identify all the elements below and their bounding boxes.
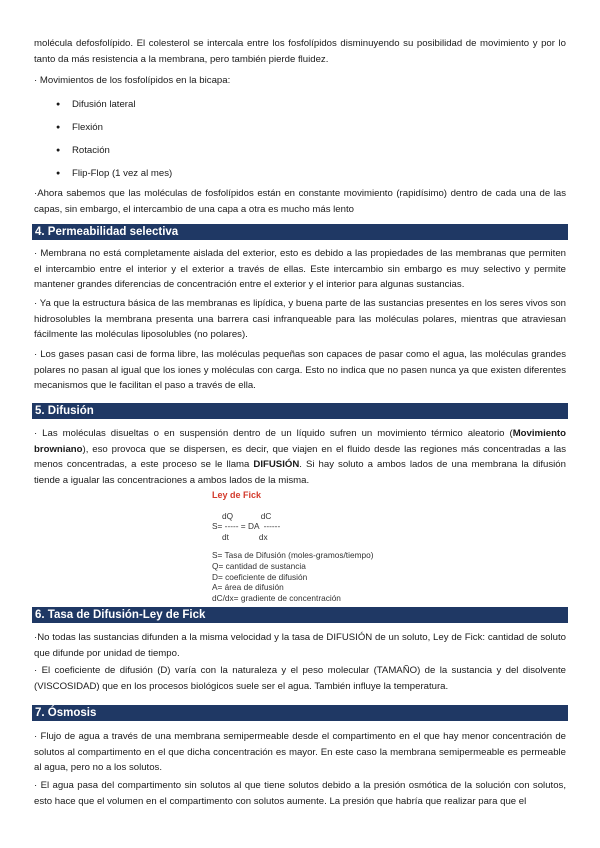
paragraph-movements-intro: · Movimientos de los fosfolípidos en la bicapa: — [34, 75, 231, 86]
movements-list — [56, 97, 536, 189]
fick-eq-den: dt dx — [222, 531, 268, 542]
list-item: ● Difusión lateral — [56, 97, 536, 120]
paragraph-permeability-3: · Los gases pasan casi de forma libre, las moléculas pequeñas son capaces de pasar como el agua, las moléculas grandes polares no pasan al igual que los iones y moléculas con carga. Esto no indica que no pasen nunca ya que existen diferentes mecanismos que le facilitan el paso a través de ella. — [34, 349, 566, 391]
paragraph-osmosis-2: · El agua pasa del compartimento sin solutos al que tiene solutos debido a la presión osmótica de la solución con solutos, esto hace que el volumen en el compartimento con solutos aumente. La presión que habría que realizar para que el — [34, 780, 566, 807]
fick-legend-d: D= coeficiente de difusión — [212, 571, 308, 582]
fick-legend-gradient: dC/dx= gradiente de concentración — [212, 592, 341, 603]
fick-law-figure — [212, 490, 402, 607]
paragraph-diffusion: · Las moléculas disueltas o en suspensión dentro de un líquido sufren un movimiento térmico aleatorio (Movimiento browniano), eso provoca que se dispersen, es decir, que viajen en el fluido desde las regiones más concentradas a las menos concentradas, a este proceso se le llama DIFUSIÓN. Si hay soluto a ambos lados de una membrana la difusión tiende a igualar las concentraciones a ambos lados de la misma. — [34, 428, 566, 486]
fick-legend-q: Q= cantidad de sustancia — [212, 560, 306, 571]
paragraph-osmosis-1: · Flujo de agua a través de una membrana semipermeable desde el compartimento en el que hay menor concentración de solutos al compartimento en el que dicha concentración es mayor. En este caso la membrana semipermeable es permeable al agua, pero no a los solutos. — [34, 731, 566, 773]
list-item: ● Flexión — [56, 120, 536, 143]
paragraph-permeability-2: · Ya que la estructura básica de las membranas es lipídica, y buena parte de las sustancias presentes en los seres vivos son hidrosolubles la membrana presenta una barrera casi infranqueable para las moléculas polares, mientras que atraviesan fácilmente las moléculas liposolubles (no polares). — [34, 298, 566, 340]
paragraph-cholesterol: molécula defosfolípido. El colesterol se intercala entre los fosfolípidos disminuyendo su posibilidad de movimiento y por lo tanto da más resistencia a la membrana, pero también pierde fluidez. — [34, 38, 566, 65]
section-heading-6: 6. Tasa de Difusión-Ley de Fick — [32, 607, 568, 623]
section-heading-4: 4. Permeabilidad selectiva — [32, 224, 568, 240]
fick-legend-s: S= Tasa de Difusión (moles-gramos/tiempo) — [212, 550, 374, 561]
fick-eq-main: S= ----- = DA ------ — [212, 521, 281, 532]
paragraph-rate-2: · El coeficiente de difusión (D) varía con la naturaleza y el peso molecular (TAMAÑO) de la sustancia y del disolvente (VISCOSIDAD) que en los procesos biológicos suele ser el agua. También influye la temperatura. — [34, 665, 566, 692]
paragraph-phospholipid-motion: ·Ahora sabemos que las moléculas de fosfolípidos están en constante movimiento (rapidísimo) dentro de cada una de las capas, sin embargo, el intercambio de una capa a otra es mucho más lento — [34, 188, 566, 215]
paragraph-rate-1: ·No todas las sustancias difunden a la misma velocidad y la tasa de DIFUSIÓN de un soluto, Ley de Fick: cantidad de soluto que difunde por unidad de tiempo. — [34, 632, 566, 659]
paragraph-permeability-1: · Membrana no está completamente aislada del exterior, esto es debido a las propiedades de las membranas que permiten el intercambio entre el interior y el exterior a través de ellas. Este intercambio sin embargo es muy selectivo y permite mantener grandes diferencias de concentración entre el exterior y el interior para algunas sustancias. — [34, 248, 566, 290]
section-heading-5: 5. Difusión — [32, 403, 568, 419]
fick-eq-num: dQ dC — [222, 510, 272, 521]
section-heading-7: 7. Ósmosis — [32, 705, 568, 721]
fick-legend-a: A= área de difusión — [212, 582, 284, 593]
fick-title: Ley de Fick — [212, 490, 262, 500]
list-item: ● Flip-Flop (1 vez al mes) — [56, 166, 536, 189]
list-item: ● Rotación — [56, 143, 536, 166]
